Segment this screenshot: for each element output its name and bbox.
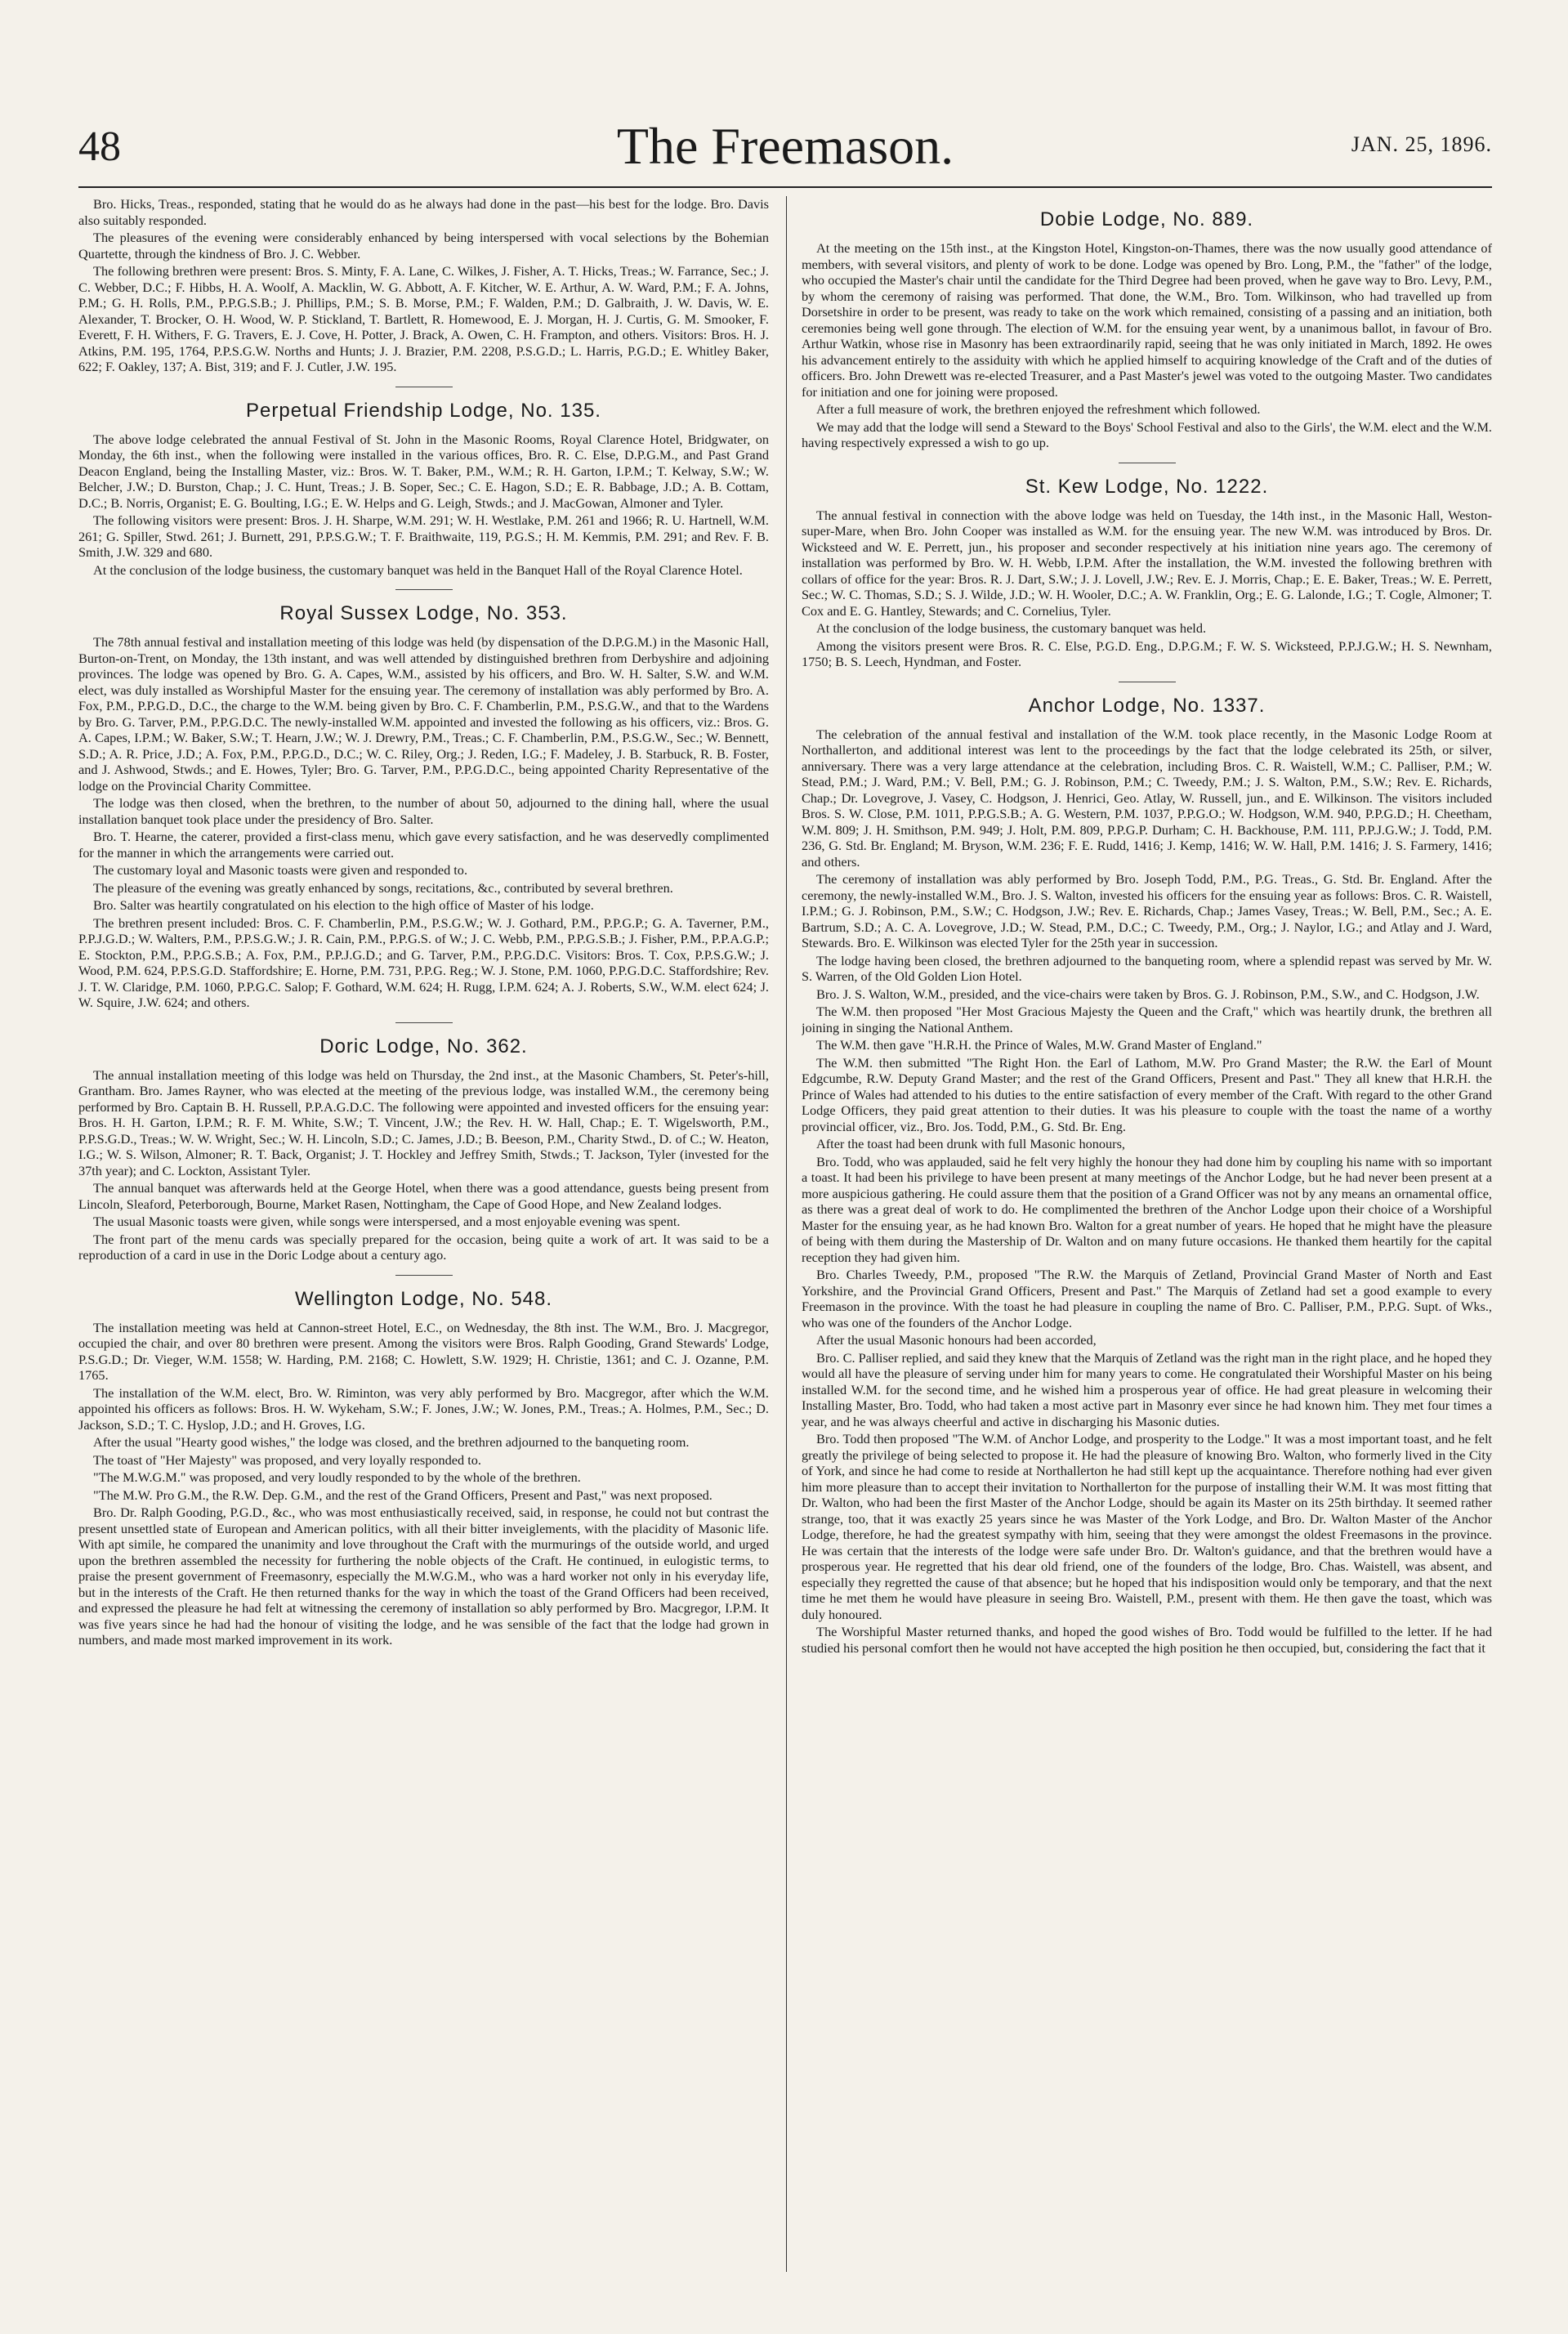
article-paragraph: "The M.W.G.M." was proposed, and very loudly responded to by the whole of the brethren. <box>93 1469 581 1485</box>
article-paragraph: The front part of the menu cards was specially prepared for the occasion, being quite a work of art. It was said to be a reproduction of a card in use in the Doric Lodge about a century ago. <box>78 1231 769 1263</box>
left-column <box>78 196 769 2264</box>
right-column <box>802 196 1492 2264</box>
article-paragraph: "The M.W. Pro G.M., the R.W. Dep. G.M., and the rest of the Grand Officers, Present and Past," was next proposed. <box>93 1487 713 1503</box>
section-separator <box>395 1275 453 1276</box>
article-paragraph: The pleasures of the evening were considerably enhanced by being interspersed with vocal selections by the Bohemian Quartette, through the kindness of Bro. J. C. Webber. <box>78 230 769 262</box>
article-paragraph: The celebration of the annual festival and installation of the W.M. took place recently, in the Masonic Lodge Room at Northallerton, and additional interest was lent to the proceedings by the fact that the lodge celebrated its 25th, or silver, anniversary. There was a very large attendance at the celebration, including Bros. C. R. Waistell, W.M.; C. Palliser, P.M.; W. Stead, P.M.; J. Ward, P.M.; V. Bell, P.M.; G. J. Robinson, P.M.; C. Tweedy, P.M.; J. S. Walton, P.M., S.W.; Rev. E. Richards, Chap.; Dr. Lovegrove, J. Vasey, C. Hodgson, J. Henrici, Geo. Atlay, W. Russell, jun., and E. Wilkinson. The visitors included Bros. S. W. Close, P.M. 1011, P.P.G.S.B.; A. G. Western, P.M. 1037, P.P.G.O.; W. Hodgson, W.M. 940, P.P.G.D.; H. Cheetham, W.M. 809; J. H. Smithson, P.M. 949; J. Holt, P.M. 809, P.P.G.P. Durham; C. H. Backhouse, P.M. 111, P.P.J.G.W.; J. Todd, P.M. 236, G. Std. Br. England; M. Bryson, W.M. 236; F. E. Rudd, 1416; J. Kemp, 1416; W. W. Hall, P.M. 1416; J. S. Farmery, 1416; and others. <box>802 726 1492 870</box>
article-paragraph: The annual festival in connection with the above lodge was held on Tuesday, the 14th inst., in the Masonic Hall, Weston-super-Mare, when Bro. John Cooper was installed as W.M. for the ensuing year. The new W.M. was introduced by Bros. Dr. Wicksteed and W. E. Perrett, jun., his proposer and seconder respectively at his initiation nine years ago. The ceremony of installation was performed by Bro. W. H. Webb, I.P.M. After the installation, the W.M. invested the following brethren with collars of office for the year: Bros. R. J. Dart, S.W.; J. J. Lovell, J.W.; Rev. E. J. Morris, Chap.; E. E. Baker, Treas.; W. E. Perrett, Sec.; W. C. Thomas, S.D.; S. J. Wilde, J.D.; W. H. Wooler, D.C.; A. W. Franklin, Org.; E. G. Lalonde, I.G.; T. Cogle, Almoner; T. Cox and E. G. Hantley, Stewards; and C. Cornelius, Tyler. <box>802 507 1492 619</box>
article-anchor-lodge-no-1337 <box>802 682 1492 1657</box>
article-paragraph: Bro. Todd, who was applauded, said he felt very highly the honour they had done him by coupling his name with so important a toast. It had been his privilege to have been present at many meetings of the Anchor Lodge, but he had never been present at a more auspicious gathering. He could assure them that the position of a Grand Officer was not by any means an ornamental office, as there was a great deal of work to do. He complimented the brethren of the Anchor Lodge upon their choice of a Worshipful Master for the ensuing year, as he had known Bro. Walton for a great number of years. He hoped that he might have the pleasure of being with them during the Mastership of Dr. Walton and on many future occasions. He thanked them heartily for the capital reception they had given him. <box>802 1153 1492 1265</box>
article-paragraph: At the meeting on the 15th inst., at the Kingston Hotel, Kingston-on-Thames, there was the now usually good attendance of members, with several visitors, and plenty of work to be done. Lodge was opened by Bro. Long, P.M., the "father" of the lodge, who occupied the Master's chair until the candidate for the Third Degree had been proved, when he gave way to Bro. Levy, P.M., by whom the ceremony of raising was performed. That done, the W.M., Bro. Tom. Wilkinson, who had travelled up from Dorsetshire in order to be present, was ready to take on the work which remained, consisting of a passing and an initiation, both ceremonies being well gone through. The election of W.M. for the ensuing year went, by a unanimous ballot, in favour of Bro. Arthur Watkin, whose rise in Masonry has been extraordinarily rapid, seeing that he was only initiated in March, 1892. He owes his advancement entirely to the assiduity with which he applied himself to acquiring knowledge of the Craft and of the duties of officers. Bro. John Drewett was re-elected Treasurer, and a Past Master's jewel was voted to the outgoing Master. Two candidates for initiation and one for joining were proposed. <box>802 240 1492 400</box>
article-paragraph: Bro. C. Palliser replied, and said they knew that the Marquis of Zetland was the right man in the right place, and he hoped they would all have the pleasure of serving under him for many years to come. He congratulated their Worshipful Master on his being installed W.M. for the second time, and he wished him a prosperous year of office. He had great pleasure in welcoming their Installing Master, Bro. Todd, who had taken a most active part in Masonry ever since he had known him. They met four times a year, and he was always cheerful and active in discharging his Masonic duties. <box>802 1349 1492 1429</box>
article-paragraph: Bro. Hicks, Treas., responded, stating that he would do as he always had done in the past—his best for the lodge. Bro. Davis also suitably responded. <box>78 196 769 228</box>
article-heading: Perpetual Friendship Lodge, No. 135. <box>246 399 601 422</box>
article-st-kew-lodge-no-1222 <box>802 463 1492 670</box>
column-divider <box>786 196 787 2272</box>
article-paragraph: The annual installation meeting of this lodge was held on Thursday, the 2nd inst., at the Masonic Chambers, St. Peter's-hill, Grantham. Bro. James Rayner, who was elected at the meeting of the previous lodge, was installed W.M., the ceremony being performed by Bro. Captain B. H. Russell, P.P.A.G.D.C. The following were appointed and invested officers for the ensuing year: Bros. H. H. Garton, I.P.M.; R. F. M. White, S.W.; T. Vincent, J.W.; the Rev. H. W. Hall, Chap.; E. T. Wigelsworth, P.M., P.P.S.G.D., Treas.; W. W. Wright, Sec.; W. H. Lincoln, S.D.; C. James, J.D.; B. Beeson, P.M., Charity Stwd., D. of C.; W. Heaton, I.G.; W. S. Wilson, Almoner; R. T. Back, Organist; J. T. Hockley and Jeffrey Smith, Stwds.; T. Jackson, Tyler (invested for the 37th year); and C. Lockton, Assistant Tyler. <box>78 1066 769 1178</box>
article-paragraph: After the usual Masonic honours had been accorded, <box>816 1332 1097 1348</box>
article-continued <box>78 196 769 375</box>
masthead <box>78 114 1492 188</box>
article-paragraph: The toast of "Her Majesty" was proposed, and very loyally responded to. <box>93 1451 481 1468</box>
article-paragraph: After the toast had been drunk with full Masonic honours, <box>816 1136 1126 1151</box>
article-royal-sussex-lodge-no-353 <box>78 589 769 1011</box>
article-paragraph: The lodge was then closed, when the brethren, to the number of about 50, adjourned to the dining hall, where the usual installation banquet took place under the presidency of Bro. Salter. <box>78 795 769 827</box>
newspaper-title: The Freemason. <box>616 117 954 175</box>
article-paragraph: Bro. Todd then proposed "The W.M. of Anchor Lodge, and prosperity to the Lodge." It was a most important toast, and he felt greatly the privilege of being selected to propose it. He had the pleasure of knowing Bro. Walton, who formerly lived in the City of York, and since he had come to reside at Northallerton he had still kept up the acquaintance. Therefore nothing had ever given him more pleasure than to accept their invitation to Northallerton for the purpose of installing their W.M. It was most fitting that Dr. Walton, who had been the first Master of the Anchor Lodge, should be again its Master on its 25th birthday. It seemed rather strange, too, that it was exactly 25 years since he was Master of the York Lodge, and Bro. Dr. Walton Master of the Anchor Lodge, therefore, he had the greatest sympathy with him, seeing that they were amongst the oldest Freemasons in the province. He was certain that the interests of the lodge were safe under Bro. Dr. Walton's guidance, and that the brethren would have a prosperous year. He regretted that his dear old friend, one of the founders of the lodge, Bro. Chas. Waistell, was absent, and especially they regretted the cause of that absence; but he hoped that his indisposition would only be temporary, and that the next time he met them he would have pleasure in seeing Bro. Waistell, P.M., present with them. He then gave the toast, which was duly honoured. <box>802 1431 1492 1622</box>
article-paragraph: Bro. Dr. Ralph Gooding, P.G.D., &c., who was most enthusiastically received, said, in response, he could not but contrast the present unsettled state of European and American politics, with all their bitter inveiglements, with the placidity of Masonic life. With apt simile, he compared the unanimity and love throughout the Craft with the murmurings of the outside world, and urged upon the brethren assembled the necessity for furthering the noble objects of the Craft. He continued, in eulogistic terms, to praise the present government of Freemasonry, especially the M.W.G.M., who was a hard worker not only in his everyday life, but in the interests of the Craft. He then returned thanks for the way in which the toast of the Grand Officers had been received, and expressed the pleasure he had felt at witnessing the ceremony of installation so ably performed by Bro. Macgregor, I.P.M. It was five years since he had had the honour of visiting the lodge, and he was sensible of the fact that the lodge had grown in numbers, and made most marked improvement in its work. <box>78 1505 769 1648</box>
article-paragraph: The ceremony of installation was ably performed by Bro. Joseph Todd, P.M., P.G. Treas., G. Std. Br. England. After the ceremony, the newly-installed W.M., Bro. J. S. Walton, invested his officers for the ensuing year as follows: Bros. C. R. Waistell, I.P.M.; G. J. Robinson, P.M., S.W.; C. Hodgson, J.W.; Rev. E. Richards, Chap.; James Vasey, Treas.; W. Bell, P.M., Sec.; A. E. Bartrum, S.D.; A. C. A. Lovegrove, J.D.; W. Stead, P.M., D.C.; C. Tweedy, P.M., Org.; J. Naylor, I.G.; and Atlay and J. Ward, Stewards. Bro. E. Wilkinson was elected Tyler for the 25th year in succession. <box>802 871 1492 950</box>
article-paragraph: The following brethren were present: Bros. S. Minty, F. A. Lane, C. Wilkes, J. Fisher, A. T. Hicks, Treas.; W. Farrance, Sec.; J. C. Webber, D.C.; F. Hibbs, H. A. Woolf, A. Macklin, W. G. Abbott, A. F. Kitcher, W. E. Arthur, A. W. Ward, P.M.; F. A. Johns, P.M.; G. H. Rolls, P.M., P.P.G.S.B.; J. Phillips, P.M.; S. B. Morse, P.M.; F. Walden, P.M.; D. Galbraith, J. W. Davis, W. E. Alexander, T. Brocker, O. H. Wood, W. P. Stickland, T. Bartlett, R. Homewood, E. J. Morgan, H. J. Curtis, G. M. Smooker, F. Everett, F. H. Withers, F. G. Travers, E. J. Cove, H. Potter, J. Brack, A. Owen, C. H. Frampton, and others. Visitors: Bros. H. J. Atkins, P.M. 195, 1764, P.P.S.G.W. Norths and Hunts; J. J. Brazier, P.M. 2208, P.S.G.D.; L. Harris, P.G.D.; E. Whitley Baker, 622; F. Oakley, 137; A. Bist, 319; and F. J. Cutler, J.W. 195. <box>78 263 769 374</box>
article-paragraph: The W.M. then proposed "Her Most Gracious Majesty the Queen and the Craft," which was heartily drunk, the brethren all joining in singing the National Anthem. <box>802 1004 1492 1035</box>
article-heading: St. Kew Lodge, No. 1222. <box>1025 475 1269 498</box>
article-paragraph: The brethren present included: Bros. C. F. Chamberlin, P.M., P.S.G.W.; W. J. Gothard, P.M., P.P.G.P.; G. A. Taverner, P.M., P.P.J.G.D.; W. Walters, P.M., P.P.S.G.W.; J. R. Cain, P.M., P.P.G.S. of W.; J. C. Webb, P.M., P.P.G.S.B.; J. Fisher, P.M., P.P.A.G.P.; E. Stockton, P.M., P.P.G.S.B.; A. Fox, P.M., P.P.J.G.D.; and G. Tarver, P.M., P.P.G.D.C. Visitors: Bros. T. Cox, P.P.S.G.W.; J. Wood, P.M. 624, P.P.S.G.D. Staffordshire; E. Horne, P.M. 731, P.P.G. Reg.; W. J. Stone, P.M. 1060, P.P.G.D.C. Staffordshire; Rev. J. T. W. Claridge, P.M. 1060, P.P.G.C. Salop; F. Gothard, W.M. 624; H. Rugg, I.P.M. 624; A. J. Roberts, S.W., W.M. elect 624; J. W. Squire, J.W. 624; and others. <box>78 914 769 1010</box>
article-paragraph: The Worshipful Master returned thanks, and hoped the good wishes of Bro. Todd would be fulfilled to the letter. If he had studied his personal comfort then he would not have accepted the high position he then occupied, but, considering the fact that it <box>802 1624 1492 1656</box>
article-paragraph: We may add that the lodge will send a Steward to the Boys' School Festival and also to the Girls', the W.M. elect and the W.M. having respectively expressed a wish to go up. <box>802 418 1492 450</box>
section-separator <box>395 1022 453 1023</box>
article-perpetual-friendship-lodge-no-135 <box>78 387 769 579</box>
article-paragraph: The installation of the W.M. elect, Bro. W. Riminton, was very ably performed by Bro. Macgregor, after which the W.M. appointed his officers as follows: Bros. H. W. Wykeham, S.W.; F. Jones, J.W.; W. Jones, P.M., Treas.; A. Holmes, P.M., Sec.; D. Jackson, S.D.; T. C. Hyslop, J.D.; and H. Groves, I.G. <box>78 1384 769 1433</box>
article-paragraph: The following visitors were present: Bros. J. H. Sharpe, W.M. 291; W. H. Westlake, P.M. 261 and 1966; R. U. Hartnell, W.M. 261; G. Spiller, Stwd. 261; J. Burnett, 291, P.P.S.G.W.; T. F. Braithwaite, 119, P.G.S.; H. M. Kemmis, P.M. 291; and Rev. F. B. Smith, J.W. 329 and 680. <box>78 512 769 560</box>
article-paragraph: At the conclusion of the lodge business, the customary banquet was held in the Banquet Hall of the Royal Clarence Hotel. <box>93 561 743 578</box>
issue-date: JAN. 25, 1896. <box>1351 132 1492 156</box>
article-paragraph: Bro. Salter was heartily congratulated on his election to the high office of Master of his lodge. <box>93 897 594 913</box>
article-heading: Doric Lodge, No. 362. <box>319 1035 528 1057</box>
article-doric-lodge-no-362 <box>78 1022 769 1263</box>
page-number: 48 <box>78 123 121 170</box>
article-paragraph: The W.M. then submitted "The Right Hon. the Earl of Lathom, M.W. Pro Grand Master; the R.W. the Earl of Mount Edgcumbe, R.W. Deputy Grand Master; and the rest of the Grand Officers, Present and Past." They all knew that H.R.H. the Prince of Wales had attended to his duties to the entire satisfaction of every member of the Craft. With regard to the other Grand Lodge Officers, they paid great attention to their duties. It was his pleasure to couple with the toast the name of a worthy provincial officer, viz., Bro. Jos. Todd, P.M., G. Std. Br. Eng. <box>802 1054 1492 1134</box>
article-paragraph: The annual banquet was afterwards held at the George Hotel, when there was a good attendance, guests being present from Lincoln, Sleaford, Peterborough, Bourne, Market Rasen, Nottingham, the Cape of Good Hope, and New Zealand lodges. <box>78 1180 769 1212</box>
article-paragraph: The customary loyal and Masonic toasts were given and responded to. <box>93 862 468 878</box>
article-dobie-lodge-no-889 <box>802 208 1492 451</box>
section-separator <box>395 589 453 590</box>
header-rule <box>78 186 1492 188</box>
article-paragraph: Bro. Charles Tweedy, P.M., proposed "The R.W. the Marquis of Zetland, Provincial Grand Master of North and East Yorkshire, and the Provincial Grand Officers, Present and Past." The Marquis of Zetland had set a good example to every Freemason in the province. With the toast he had pleasure in coupling the name of Bro. C. Palliser, P.M., P.P.G. Supt. of Wks., who was one of the founders of the Anchor Lodge. <box>802 1267 1492 1330</box>
article-wellington-lodge-no-548 <box>78 1275 769 1648</box>
article-paragraph: Among the visitors present were Bros. R. C. Else, P.G.D. Eng., D.P.G.M.; F. W. S. Wicksteed, P.P.J.G.W.; H. S. Newnham, 1750; B. S. Leech, Hyndman, and Foster. <box>802 637 1492 669</box>
article-paragraph: After the usual "Hearty good wishes," the lodge was closed, and the brethren adjourned to the banqueting room. <box>93 1434 690 1450</box>
article-heading: Wellington Lodge, No. 548. <box>294 1287 553 1310</box>
article-paragraph: At the conclusion of the lodge business, the customary banquet was held. <box>816 620 1207 636</box>
article-paragraph: The 78th annual festival and installation meeting of this lodge was held (by dispensation of the D.P.G.M.) in the Masonic Hall, Burton-on-Trent, on Monday, the 13th instant, and was well attended by distinguished brethren from Derbyshire and adjoining provinces. The lodge was opened by Bro. G. A. Capes, W.M., assisted by his officers, and Bro. W. H. Salter, S.W. and W.M. elect, was duly installed as Worshipful Master for the ensuing year. The ceremony of installation was ably performed by Bro. A. Fox, P.M., P.P.G.D., D.C., the charge to the W.M. being given by Bro. C. F. Chamberlin, P.M., P.S.G.W., and that to the Wardens by Bro. G. Tarver, P.M., P.P.G.D.C. The newly-installed W.M. appointed and invested the following as his officers, viz.: Bros. G. A. Capes, I.P.M.; W. Baker, S.W.; T. Hearn, J.W.; W. J. Drewry, P.M., Treas.; C. F. Chamberlin, P.M., P.S.G.W., Sec.; W. Bennett, S.D.; A. R. Price, J.D.; A. Fox, P.M., P.P.G.D., D.C.; W. C. Riley, Org.; J. Reden, I.G.; F. Madeley, J. B. Starbuck, R. B. Foster, and J. Ashwood, Stwds.; and E. Howes, Tyler; Bro. G. Tarver, P.M., P.P.G.D.C., being appointed Charity Representative of the lodge on the Provincial Charity Committee. <box>78 634 769 794</box>
article-paragraph: The lodge having been closed, the brethren adjourned to the banqueting room, where a splendid repast was served by Mr. W. S. Warren, of the Old Golden Lion Hotel. <box>802 952 1492 984</box>
article-paragraph: The W.M. then gave "H.R.H. the Prince of Wales, M.W. Grand Master of England." <box>816 1037 1262 1053</box>
article-heading: Royal Sussex Lodge, No. 353. <box>279 602 568 624</box>
article-paragraph: The usual Masonic toasts were given, while songs were interspersed, and a most enjoyable evening was spent. <box>93 1214 681 1229</box>
article-paragraph: After a full measure of work, the brethren enjoyed the refreshment which followed. <box>816 401 1261 417</box>
article-paragraph: Bro. T. Hearne, the caterer, provided a first-class menu, which gave every satisfaction, and he was deservedly complimented for the manner in which the arrangements were carried out. <box>78 829 769 861</box>
article-heading: Dobie Lodge, No. 889. <box>1039 208 1254 230</box>
article-paragraph: Bro. J. S. Walton, W.M., presided, and the vice-chairs were taken by Bros. G. J. Robinson, P.M., S.W., and C. Hodgson, J.W. <box>816 986 1480 1002</box>
article-heading: Anchor Lodge, No. 1337. <box>1028 694 1266 717</box>
article-paragraph: The above lodge celebrated the annual Festival of St. John in the Masonic Rooms, Royal Clarence Hotel, Bridgwater, on Monday, the 6th inst., when the following were installed in the various offices, Bro. R. C. Else, D.P.G.M., and Past Grand Deacon England, being the Installing Master, viz.: Bros. W. T. Baker, P.M., W.M.; R. H. Garton, I.P.M.; T. Kelway, S.W.; W. Belcher, J.W.; D. Burston, Chap.; J. C. Hunt, Treas.; J. B. Soper, Sec.; C. E. Hagon, S.D.; E. R. Babbage, J.D.; A. B. Cottam, D.C.; B. Norris, Organist; E. G. Boulting, I.G.; E. W. Helps and G. Leigh, Stwds.; and J. MacGowan, Almoner and Tyler. <box>78 431 769 511</box>
article-paragraph: The pleasure of the evening was greatly enhanced by songs, recitations, &c., contributed by several brethren. <box>93 879 673 896</box>
article-paragraph: The installation meeting was held at Cannon-street Hotel, E.C., on Wednesday, the 8th inst. The W.M., Bro. J. Macgregor, occupied the chair, and over 80 brethren were present. Among the visitors were Bros. Ralph Gooding, Grand Stewards' Lodge, P.S.G.D.; Dr. Vieger, W.M. 1558; W. Harding, P.M. 2168; C. Howlett, S.W. 1929; H. Christie, 1361; and C. J. Ozanne, P.M. 1765. <box>78 1319 769 1383</box>
